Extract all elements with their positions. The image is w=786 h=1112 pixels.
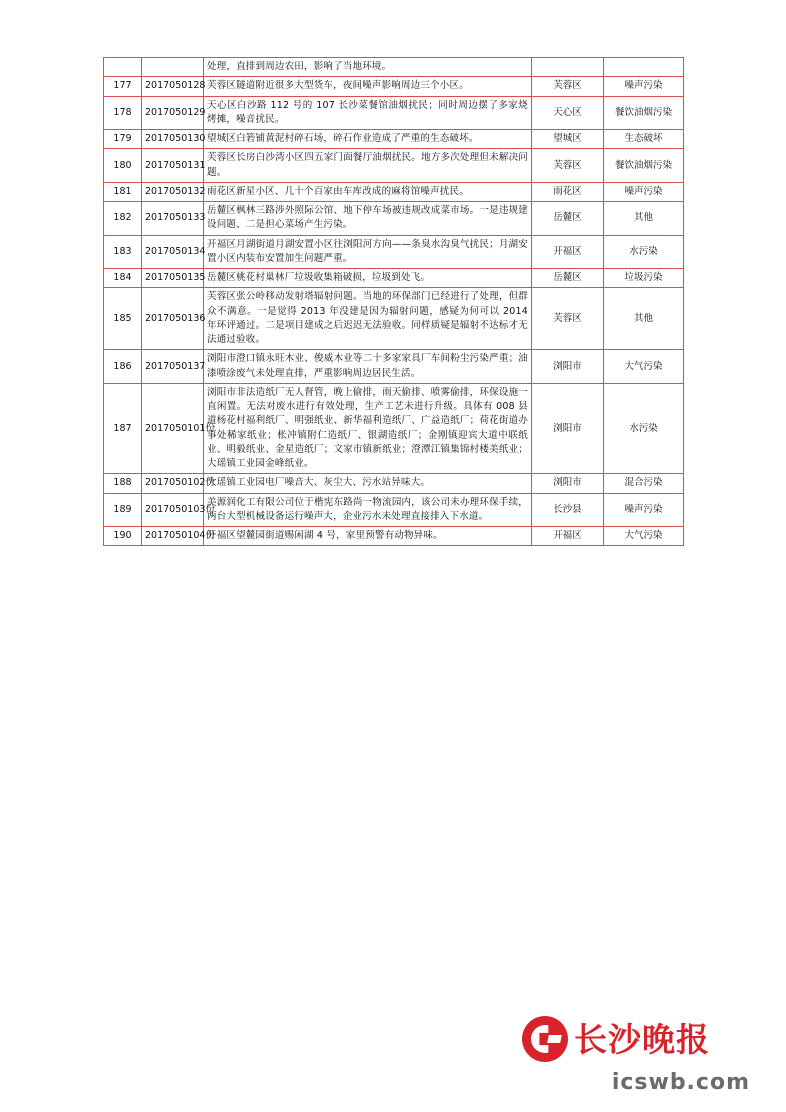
- cell-description: 望城区白箬铺黄泥村碎石场，碎石作业造成了严重的生态破坏。: [204, 130, 532, 149]
- cell-area: 芙蓉区: [532, 288, 604, 350]
- cell-description: 浏阳市澄口镇永旺木业、俊威木业等二十多家家具厂车间粉尘污染严重；油漆喷涂废气未处理直排，严重影响周边居民生活。: [204, 350, 532, 384]
- cell-type: 混合污染: [604, 474, 684, 493]
- table-row: [104, 77, 684, 96]
- cell-no: 187: [104, 383, 142, 474]
- cell-area: [532, 58, 604, 77]
- cell-type: 餐饮油烟污染: [604, 149, 684, 183]
- cell-description: 芙蓉区张公岭移动发射塔辐射问题。当地的环保部门已经进行了处理，但群众不满意。一是觉得 2013 年没建是因为辐射问题，感疑为何可以 2014 年环评通过。二是项目建成之后迟迟无法验收。同样质疑是辐射不达标才无法通过验收。: [204, 288, 532, 350]
- changsha-evening-news-logo-icon: [522, 1016, 568, 1062]
- table-row: [104, 269, 684, 288]
- cell-no: 180: [104, 149, 142, 183]
- cell-type: 水污染: [604, 235, 684, 269]
- cell-no: 183: [104, 235, 142, 269]
- cell-type: 其他: [604, 288, 684, 350]
- cell-code: 2017050136: [142, 288, 204, 350]
- logo-website-text: icswb.com: [611, 1070, 750, 1095]
- cell-type: 大气污染: [604, 527, 684, 546]
- cell-type: 噪声污染: [604, 493, 684, 527]
- table-row: [104, 493, 684, 527]
- complaint-table: [103, 57, 684, 546]
- cell-code: 2017050131: [142, 149, 204, 183]
- table-row: [104, 96, 684, 130]
- cell-code: 2017050129: [142, 96, 204, 130]
- cell-area: 天心区: [532, 96, 604, 130]
- cell-area: 长沙县: [532, 493, 604, 527]
- newspaper-logo: [522, 1014, 750, 1095]
- table-row: [104, 235, 684, 269]
- cell-no: 189: [104, 493, 142, 527]
- logo-brand-text: 长沙晚报: [574, 1019, 710, 1059]
- table-row: [104, 527, 684, 546]
- cell-area: 浏阳市: [532, 350, 604, 384]
- cell-description: 开福区月湖街道月湖安置小区往浏阳河方向——条臭水沟臭气扰民；月湖安置小区内装布安置加生问题严重。: [204, 235, 532, 269]
- cell-code: 2017050132: [142, 182, 204, 201]
- table-row: [104, 202, 684, 236]
- cell-type: 水污染: [604, 383, 684, 474]
- cell-description: 浏阳市非法造纸厂无人督管，晚上偷排，雨天偷排、喷雾偷排，环保设施一直闲置。无法对废水进行有效处理，生产工艺未进行升级。具体有 008 县道杨花村福利纸厂、明强纸业、新华福利造纸厂、广益造纸厂；荷花街道办事处稀家纸业；枨冲镇附仁造纸厂、银湖造纸厂；金刚镇迎宾大道中联纸业、明毅纸业、金星造纸厂；文家市镇新纸业；澄潭江镇集锦村楼美纸业；大瑶镇工业园金峰纸业。: [204, 383, 532, 474]
- cell-no: 184: [104, 269, 142, 288]
- cell-area: 芙蓉区: [532, 149, 604, 183]
- logo-row: [522, 1014, 750, 1064]
- cell-no: [104, 58, 142, 77]
- cell-type: 噪声污染: [604, 77, 684, 96]
- cell-no: 177: [104, 77, 142, 96]
- cell-code: 2017050130: [142, 130, 204, 149]
- cell-no: 186: [104, 350, 142, 384]
- cell-description: 处理，直排到周边农田，影响了当地环境。: [204, 58, 532, 77]
- complaint-table-container: [103, 57, 683, 546]
- cell-area: 望城区: [532, 130, 604, 149]
- cell-code: 2017050102份: [142, 474, 204, 493]
- cell-no: 179: [104, 130, 142, 149]
- cell-description: 大瑶镇工业园电厂噪音大、灰尘大、污水站异味大。: [204, 474, 532, 493]
- cell-description: 美源润化工有限公司位于楷宪东路尚一物流园内，该公司未办理环保手续，两台大型机械设备运行噪声大，企业污水未处理直接排入下水道。: [204, 493, 532, 527]
- table-row: [104, 383, 684, 474]
- cell-area: 浏阳市: [532, 383, 604, 474]
- cell-description: 芙蓉区隧道附近很多大型货车，夜间噪声影响周边三个小区。: [204, 77, 532, 96]
- cell-area: 开福区: [532, 235, 604, 269]
- table-row: [104, 474, 684, 493]
- cell-area: 浏阳市: [532, 474, 604, 493]
- cell-code: 2017050137: [142, 350, 204, 384]
- cell-area: 芙蓉区: [532, 77, 604, 96]
- cell-code: 2017050101份: [142, 383, 204, 474]
- cell-type: 噪声污染: [604, 182, 684, 201]
- cell-code: 2017050133: [142, 202, 204, 236]
- cell-type: 餐饮油烟污染: [604, 96, 684, 130]
- cell-type: 垃圾污染: [604, 269, 684, 288]
- cell-no: 178: [104, 96, 142, 130]
- cell-type: [604, 58, 684, 77]
- table-row: [104, 182, 684, 201]
- table-row: [104, 149, 684, 183]
- cell-code: 2017050134: [142, 235, 204, 269]
- cell-type: 其他: [604, 202, 684, 236]
- cell-no: 190: [104, 527, 142, 546]
- complaint-table-body: [104, 58, 684, 546]
- table-row: [104, 130, 684, 149]
- cell-description: 岳麓区桃花村巢林厂垃圾收集箱破损，垃圾到处飞。: [204, 269, 532, 288]
- cell-code: 2017050128: [142, 77, 204, 96]
- cell-area: 岳麓区: [532, 269, 604, 288]
- cell-type: 生态破坏: [604, 130, 684, 149]
- table-row: [104, 58, 684, 77]
- cell-code: [142, 58, 204, 77]
- cell-description: 天心区白沙路 112 号的 107 长沙菜餐馆油烟扰民；同时周边摆了多家烧烤摊，噪音扰民。: [204, 96, 532, 130]
- cell-description: 雨花区新星小区、几十个百家由车库改成的麻将馆噪声扰民。: [204, 182, 532, 201]
- cell-area: 开福区: [532, 527, 604, 546]
- cell-no: 181: [104, 182, 142, 201]
- cell-description: 岳麓区枫林三路涉外照际公馆、地下停车场被违规改成菜市场。一是违规建设问题、二是担心菜场产生污染。: [204, 202, 532, 236]
- cell-area: 雨花区: [532, 182, 604, 201]
- cell-code: 2017050103份: [142, 493, 204, 527]
- cell-code: 2017050104份: [142, 527, 204, 546]
- table-row: [104, 288, 684, 350]
- cell-no: 188: [104, 474, 142, 493]
- cell-code: 2017050135: [142, 269, 204, 288]
- cell-type: 大气污染: [604, 350, 684, 384]
- table-row: [104, 350, 684, 384]
- cell-no: 182: [104, 202, 142, 236]
- cell-area: 岳麓区: [532, 202, 604, 236]
- cell-no: 185: [104, 288, 142, 350]
- cell-description: 开福区望麓园街道赐闲湖 4 号，家里预警有动物异味。: [204, 527, 532, 546]
- cell-description: 芙蓉区长房白沙湾小区四五家门面餐厅油烟扰民。地方多次处理但未解决问题。: [204, 149, 532, 183]
